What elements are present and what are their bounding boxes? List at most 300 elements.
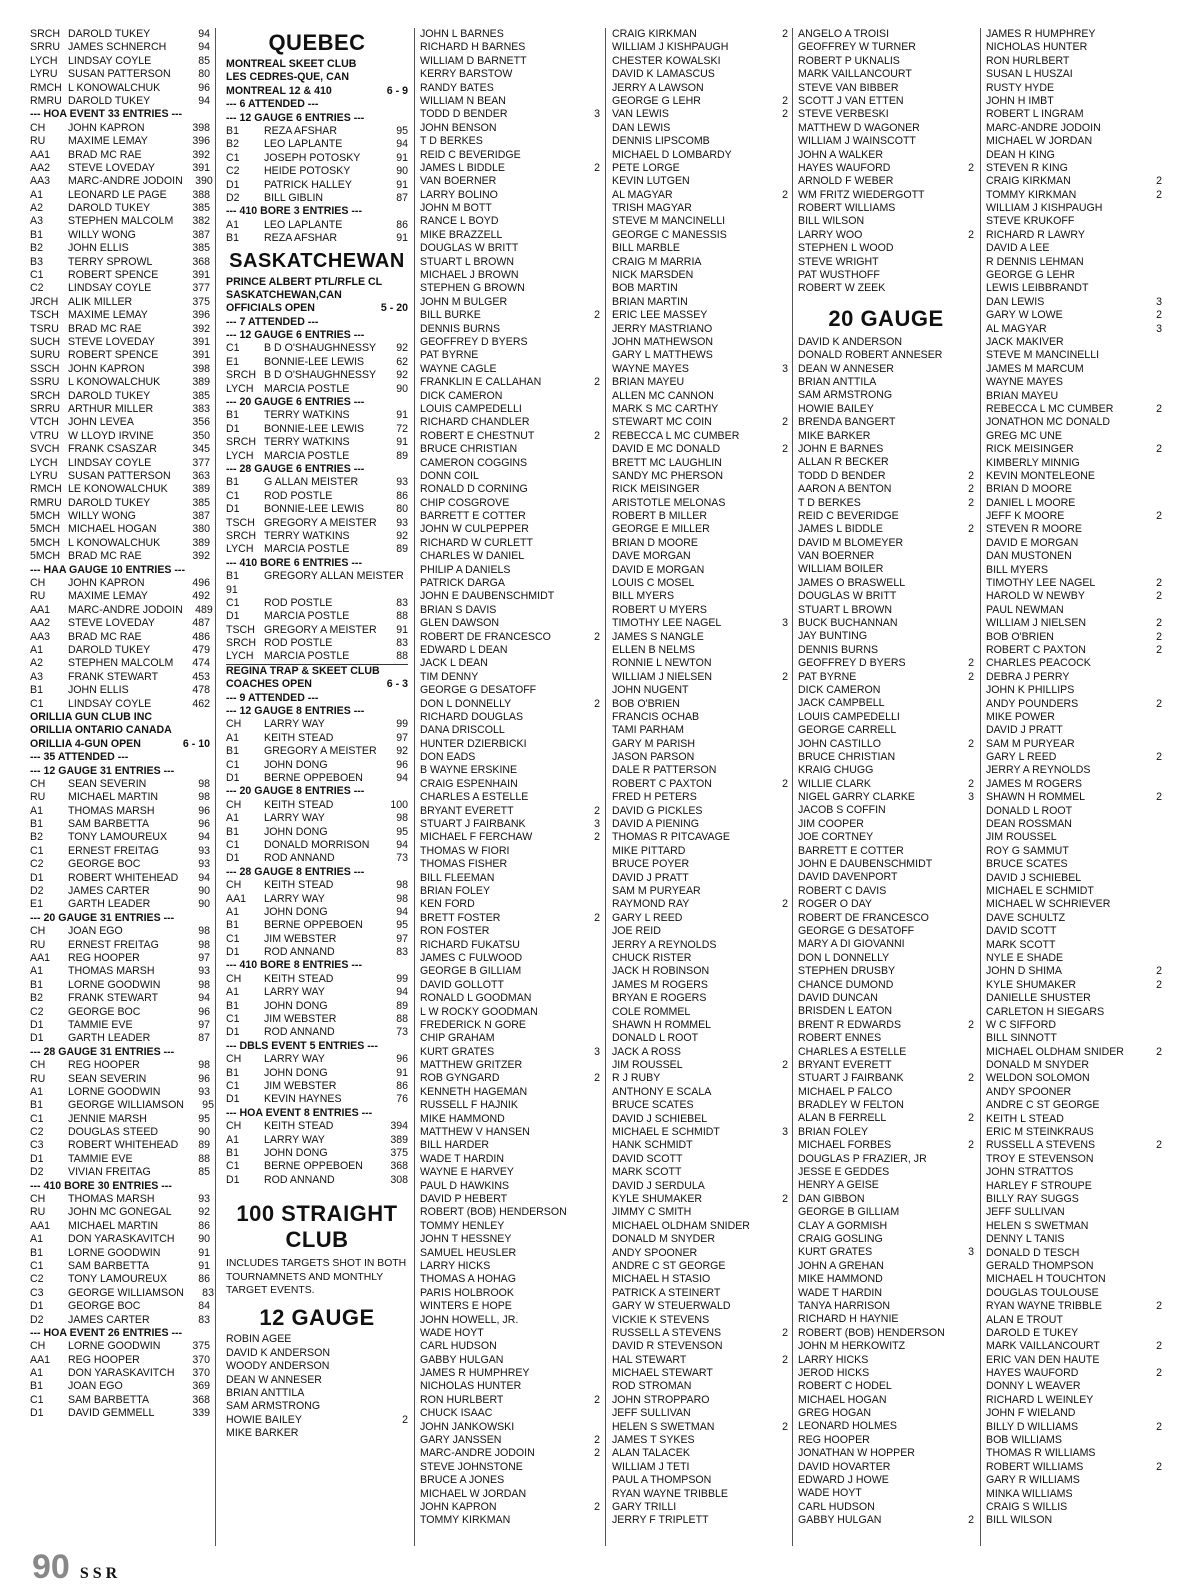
score: 98 [396, 812, 408, 825]
shooter-name: GARTH LEADER [68, 898, 151, 911]
class-code: 5MCH [30, 536, 61, 549]
shooter-name: BRADLEY W FELTON [798, 1099, 904, 1112]
list-item [986, 1019, 1162, 1032]
class-code: C2 [30, 858, 44, 871]
shooter-name: WINTERS E HOPE [420, 1300, 512, 1313]
list-item [612, 724, 788, 737]
list-item [798, 1327, 974, 1340]
shooter-name: ANDY SPOONER [986, 1085, 1072, 1098]
list-item [798, 483, 974, 496]
list-item [986, 1407, 1162, 1420]
straight-count [766, 1046, 788, 1059]
list-item [798, 389, 974, 402]
shooter-name: JAMES SCHNERCH [68, 41, 167, 54]
score: 96 [198, 81, 210, 94]
straight-count: 2 [594, 309, 600, 322]
result-row [30, 1126, 210, 1139]
straight-count [578, 872, 600, 885]
shooter-name: THOMAS FISHER [420, 858, 508, 871]
result-row [226, 893, 408, 906]
straight-count [766, 965, 788, 978]
class-code: CH [226, 1053, 242, 1066]
list-item [986, 376, 1162, 389]
result-row [226, 476, 408, 489]
shooter-name: DAROLD TUKEY [68, 202, 151, 215]
shooter-name: TERRY WATKINS [264, 529, 350, 542]
club-info: PRINCE ALBERT PTL/RFLE CL [226, 275, 383, 288]
class-code: SVCH [30, 443, 60, 456]
shooter-name: G ALLAN MEISTER [264, 476, 359, 489]
list-item [798, 1019, 974, 1032]
straight-count [386, 1360, 408, 1373]
shooter-name: PAUL D HAWKINS [420, 1179, 510, 1192]
class-code: C2 [30, 1126, 44, 1139]
list-item [798, 403, 974, 416]
list-item [420, 738, 600, 751]
shooter-name: MARCIA POSTLE [264, 650, 350, 663]
list-item [798, 858, 974, 871]
shooter-name: LARRY HICKS [420, 1259, 491, 1272]
shooter-name: BRIAN S DAVIS [420, 603, 497, 616]
score: 98 [198, 791, 210, 804]
list-item [986, 1046, 1162, 1059]
straight-count [766, 724, 788, 737]
score: 96 [396, 758, 408, 771]
class-code: A3 [30, 670, 43, 683]
result-row [30, 28, 210, 41]
list-item [798, 1139, 974, 1152]
shooter-name: ALIK MILLER [68, 295, 133, 308]
shooter-name: JACK A ROSS [612, 1045, 681, 1058]
shooter-name: JOHN H IMBT [986, 94, 1054, 107]
straight-count [578, 711, 600, 724]
list-item [420, 577, 600, 590]
shooter-name: JOHN E DAUBENSCHMIDT [798, 858, 933, 871]
straight-count [578, 1287, 600, 1300]
shooter-name: RANCE L BOYD [420, 215, 499, 228]
straight-count [578, 1233, 600, 1246]
shooter-name: JAY BUNTING [798, 630, 868, 643]
straight-count [766, 1006, 788, 1019]
list-item [420, 818, 600, 831]
score: 91 [396, 232, 408, 245]
shooter-name: GEORGE E MILLER [612, 523, 710, 536]
straight-count [578, 242, 600, 255]
shooter-name: STEVE VERBESKI [798, 108, 889, 121]
score: 396 [192, 309, 210, 322]
shooter-name: VIVIAN FREITAG [68, 1166, 151, 1179]
list-item [986, 1461, 1162, 1474]
list-item [612, 28, 788, 41]
list-item [612, 95, 788, 108]
shooter-name: DONALD MORRISON [264, 838, 370, 851]
result-row [30, 175, 213, 188]
straight-count [578, 1126, 600, 1139]
shooter-name: ANDY POUNDERS [986, 697, 1079, 710]
shooter-name: WILLY WONG [68, 228, 136, 241]
class-code: CH [30, 577, 46, 590]
straight-count [952, 1193, 974, 1206]
score [378, 584, 408, 597]
list-item [612, 550, 788, 563]
shooter-name: BRIAN FOLEY [798, 1125, 869, 1138]
shooter-name: BRAD MC RAE [68, 322, 142, 335]
straight-count [766, 1099, 788, 1112]
list-item [986, 644, 1162, 657]
score: 86 [396, 1079, 408, 1092]
shooter-name: LEO LAPLANTE [264, 138, 343, 151]
shooter-name: THOMAS W FIORI [420, 844, 510, 857]
shooter-name: PAT WUSTHOFF [798, 269, 880, 282]
class-code: D1 [30, 1407, 44, 1420]
class-code: C2 [30, 282, 44, 295]
list-item [420, 1113, 600, 1126]
result-row [226, 490, 408, 503]
score: 73 [396, 852, 408, 865]
class-code: LYRU [30, 68, 58, 81]
list-item [798, 1461, 974, 1474]
straight-count [1140, 363, 1162, 376]
result-row [30, 309, 210, 322]
list-item [798, 510, 974, 523]
shooter-name: DENNY L TANIS [986, 1233, 1065, 1246]
class-code: B1 [30, 1246, 43, 1259]
shooter-name: VAN BOERNER [420, 175, 497, 188]
shooter-name: CRAIG GOSLING [798, 1232, 883, 1245]
straight-count [1140, 162, 1162, 175]
shooter-name: ROD ANNAND [264, 946, 335, 959]
shooter-name: DAVID E MORGAN [986, 536, 1079, 549]
straight-count: 2 [1156, 978, 1162, 991]
shooter-name: WADE T HARDIN [798, 1286, 882, 1299]
shooter-name: TRISH MAGYAR [612, 202, 692, 215]
event-date: 6 - 10 [182, 737, 210, 750]
class-code: B1 [226, 409, 239, 422]
list-item [420, 898, 600, 911]
result-row [226, 138, 408, 151]
list-item [612, 309, 788, 322]
shooter-name: STEWART MC COIN [612, 416, 712, 429]
class-code: C1 [226, 1160, 240, 1173]
shooter-name: JOHN MATHEWSON [612, 335, 714, 348]
shooter-name: JOHN MC GONEGAL [68, 1206, 172, 1219]
saskatchewan-results [226, 276, 408, 1188]
straight-count [952, 282, 974, 295]
straight-count [1140, 1273, 1162, 1286]
shooter-name: SHAWN H ROMMEL [612, 1018, 712, 1031]
straight-count [578, 149, 600, 162]
list-item [986, 1099, 1162, 1112]
straight-count [766, 791, 788, 804]
shooter-name: JAMES S NANGLE [612, 630, 704, 643]
straight-count [952, 912, 974, 925]
straight-count [578, 1220, 600, 1233]
list-item [798, 68, 974, 81]
shooter-name: BOB O'BRIEN [612, 697, 680, 710]
list-item [986, 805, 1162, 818]
straight-count [1140, 215, 1162, 228]
straight-count [1140, 1072, 1162, 1085]
shooter-name: WADE HOYT [420, 1326, 484, 1339]
shooter-name: MARK SCOTT [612, 1166, 682, 1179]
class-code: D1 [226, 772, 240, 784]
score: 83 [198, 1313, 210, 1326]
list-item [420, 1380, 600, 1393]
shooter-name: T D BERKES [420, 135, 483, 148]
shooter-name: HARLEY F STROUPE [986, 1179, 1092, 1192]
shooter-name: RICHARD W CURLETT [420, 536, 533, 549]
shooter-name: RICHARD H HAYNIE [798, 1313, 899, 1326]
shooter-name: JOHN CASTILLO [798, 737, 882, 750]
straight-count [1140, 483, 1162, 496]
score: 356 [192, 416, 210, 429]
shooter-name: STEVE JOHNSTONE [420, 1460, 523, 1473]
shooter-name: BRUCE SCATES [612, 1099, 694, 1112]
straight-count [766, 82, 788, 95]
shooter-name: GREG MC UNE [986, 429, 1062, 442]
event-date: 6 - 3 [386, 678, 408, 691]
result-row [30, 430, 210, 443]
class-code: A1 [30, 804, 43, 817]
list-item [986, 149, 1162, 162]
straight-count [1140, 430, 1162, 443]
shooter-name: GEORGE G LEHR [612, 94, 701, 107]
list-item [798, 282, 974, 295]
straight-count [766, 564, 788, 577]
club-info: LES CEDRES-QUE, CAN [226, 71, 350, 84]
12-gauge-list-continued [798, 28, 974, 296]
result-row [30, 603, 213, 617]
shooter-name: PETE LORGE [612, 161, 680, 174]
list-item [612, 1447, 788, 1460]
shooter-name: L KONOWALCHUK [68, 81, 161, 94]
shooter-name: SAM M PURYEAR [986, 737, 1075, 750]
result-row [30, 122, 210, 135]
list-item [612, 1434, 788, 1447]
list-item [420, 1447, 600, 1460]
list-item [420, 41, 600, 54]
class-code: SSRU [30, 376, 60, 389]
straight-count: 2 [782, 1326, 788, 1339]
list-item [798, 175, 974, 188]
event-title [226, 85, 408, 98]
shooter-name: GEORGE CARRELL [798, 724, 897, 737]
shooter-name: REBECCA L MC CUMBER [986, 402, 1114, 415]
shooter-name: KEVIN LUTGEN [612, 175, 690, 188]
class-code: C1 [30, 269, 44, 282]
straight-count: 2 [968, 737, 974, 750]
straight-count [766, 872, 788, 885]
shooter-name: CRAIG KIRKMAN [612, 28, 697, 40]
list-item [612, 1166, 788, 1179]
straight-count: 2 [782, 898, 788, 911]
shooter-name: BRETT FOSTER [420, 911, 501, 924]
list-item [612, 282, 788, 295]
shooter-name: CHARLES PEACOCK [986, 657, 1091, 670]
straight-count [578, 363, 600, 376]
shooter-name: LINDSAY COYLE [68, 282, 152, 295]
straight-count [766, 805, 788, 818]
shooter-name: LINDSAY COYLE [68, 697, 152, 710]
list-item [986, 550, 1162, 563]
score: 375 [192, 1340, 210, 1353]
list-item [986, 202, 1162, 215]
shooter-name: JAMES M MARCUM [986, 362, 1084, 375]
class-code: SRCH [30, 389, 61, 402]
event-title [30, 738, 210, 751]
shooter-name: GABBY HULGAN [798, 1514, 882, 1527]
list-item [420, 1327, 600, 1340]
list-item [986, 269, 1162, 282]
list-item [798, 1220, 974, 1233]
list-item [798, 1407, 974, 1420]
list-item [420, 296, 600, 309]
class-code: AA2 [30, 617, 51, 630]
list-item [986, 68, 1162, 81]
list-item [420, 1046, 600, 1059]
straight-count [386, 1427, 408, 1440]
shooter-name: TAMMIE EVE [68, 1018, 133, 1031]
list-item [986, 523, 1162, 536]
shooter-name: HAL STEWART [612, 1353, 687, 1366]
shooter-name: RICHARD DOUGLAS [420, 710, 524, 723]
result-row [30, 858, 210, 871]
class-code: C1 [30, 1259, 44, 1272]
list-item [612, 1260, 788, 1273]
straight-count [1140, 1099, 1162, 1112]
shooter-name: MARCIA POSTLE [264, 610, 350, 623]
list-item [798, 845, 974, 858]
shooter-name: TANYA HARRISON [798, 1299, 891, 1312]
shooter-name: TAMMIE EVE [68, 1152, 133, 1165]
score: 86 [198, 1273, 210, 1286]
straight-count: 2 [968, 483, 974, 496]
shooter-name: JEFF SULLIVAN [612, 1407, 691, 1420]
straight-count [766, 470, 788, 483]
shooter-name: KEITH STEAD [264, 798, 334, 811]
score: 387 [192, 510, 210, 523]
list-item [420, 939, 600, 952]
straight-count [578, 1099, 600, 1112]
class-code: RU [30, 135, 46, 148]
shooter-name: LINDSAY COYLE [68, 456, 152, 469]
list-item [612, 671, 788, 684]
shooter-name: SCOTT J VAN ETTEN [798, 94, 904, 107]
list-item [612, 684, 788, 697]
list-item [420, 671, 600, 684]
class-code: C2 [226, 165, 240, 178]
straight-count [578, 1006, 600, 1019]
score: 91 [396, 178, 408, 191]
list-item [986, 403, 1162, 416]
class-code: B1 [226, 570, 239, 583]
result-row [30, 95, 210, 108]
list-item [612, 1099, 788, 1112]
class-code: B3 [30, 255, 43, 268]
list-item [798, 938, 974, 951]
straight-count: 2 [1156, 1300, 1162, 1313]
event-divider: --- 20 GAUGE 8 ENTRIES --- [226, 785, 365, 798]
score: 370 [192, 1353, 210, 1366]
shooter-name: BERNE OPPEBOEN [264, 919, 363, 932]
shooter-name: ERNEST FREITAG [68, 844, 159, 857]
straight-count [766, 590, 788, 603]
list-item [420, 751, 600, 764]
shooter-name: MICHAEL H STASIO [612, 1273, 711, 1286]
shooter-name: CHARLES W DANIEL [420, 550, 525, 563]
shooter-name: JOAN EGO [68, 925, 123, 938]
shooter-name: PATRICK DARGA [420, 577, 505, 590]
column-divider [792, 28, 793, 1546]
shooter-name: DAN GIBBON [798, 1192, 865, 1205]
score: 97 [198, 951, 210, 964]
shooter-name: MARY A DI GIOVANNI [798, 938, 905, 951]
shooter-name: SAM BARBETTA [68, 1393, 150, 1406]
list-item [612, 1461, 788, 1474]
list-item [986, 443, 1162, 456]
shooter-name: JERRY A REYNOLDS [986, 764, 1091, 777]
shooter-name: EDWARD L DEAN [420, 643, 508, 656]
shooter-name: MICHAEL D LOMBARDY [612, 148, 732, 161]
list-item [420, 805, 600, 818]
list-item [798, 1340, 974, 1353]
straight-count [1140, 349, 1162, 362]
score: 92 [396, 342, 408, 355]
shooter-name: DAROLD TUKEY [68, 94, 151, 107]
class-code: D1 [226, 1026, 240, 1039]
straight-count [766, 537, 788, 550]
list-item [986, 684, 1162, 697]
shooter-name: JAMES R HUMPHREY [986, 28, 1096, 40]
list-item [986, 256, 1162, 269]
result-row [226, 450, 408, 463]
class-code: D2 [30, 1313, 44, 1326]
straight-count [952, 1461, 974, 1474]
shooter-name: STUART J FAIRBANK [420, 818, 526, 831]
class-code: RU [30, 791, 46, 804]
score: 94 [198, 94, 210, 107]
list-item [420, 323, 600, 336]
class-code: E1 [226, 355, 239, 368]
shooter-name: DENNIS BURNS [798, 643, 879, 656]
result-row [226, 192, 408, 205]
straight-count [1140, 711, 1162, 724]
shooter-name: JAMES L BIDDLE [798, 523, 883, 536]
shooter-name: LARRY WAY [264, 1053, 325, 1066]
score: 389 [192, 483, 210, 496]
shooter-name: JOHN M HERKOWITZ [798, 1340, 906, 1353]
list-item [612, 1407, 788, 1420]
list-item [420, 831, 600, 844]
straight-count [766, 764, 788, 777]
result-row [30, 778, 210, 791]
list-item [612, 1380, 788, 1393]
list-item [420, 282, 600, 295]
straight-count [386, 1347, 408, 1360]
class-code: SSCH [30, 362, 60, 375]
result-row [30, 698, 210, 711]
straight-count [952, 68, 974, 81]
shooter-name: HOWIE BAILEY [226, 1413, 302, 1426]
shooter-name: RICHARD CHANDLER [420, 416, 530, 429]
list-item [986, 738, 1162, 751]
list-item [798, 804, 974, 817]
shooter-name: JOHN ELLIS [68, 242, 129, 255]
column-divider [980, 28, 981, 1546]
shooter-name: NICHOLAS HUNTER [420, 1380, 522, 1393]
shooter-name: GARY W STEUERWALD [612, 1300, 731, 1313]
result-row [30, 457, 210, 470]
